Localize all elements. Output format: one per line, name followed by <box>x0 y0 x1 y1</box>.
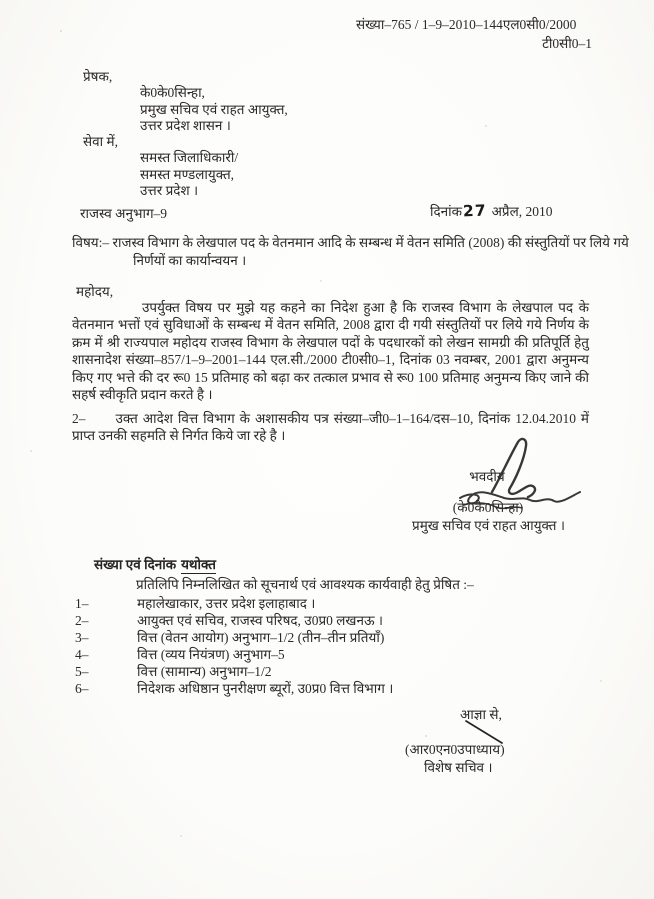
closing-word: भवदीय <box>469 469 505 484</box>
list-item <box>75 613 580 630</box>
recipient-label: सेवा में, <box>83 134 118 150</box>
copy-forward-line: प्रतिलिपि निम्नलिखित को सूचनार्थ एवं आवश्यक कार्यवाही हेतु प्रेषित :– <box>136 577 474 592</box>
footer-signatory-name: (आर0एन0उपाध्याय) <box>405 742 505 757</box>
list-item-number: 6– <box>75 680 89 696</box>
list-item <box>75 664 580 681</box>
signatory-name: (के0के0सिन्हा) <box>452 500 524 515</box>
paragraph-number: 2– <box>72 411 86 426</box>
recipient-line: उत्तर प्रदेश । <box>140 183 199 199</box>
subject-text: राजस्व विभाग के लेखपाल पद के वेतनमान आदि के सम्बन्ध में वेतन समिति (2008) की संस्तुतियों पर लिये गये निर्णयों का कार्यान्वयन । <box>112 235 629 268</box>
signatory-designation: प्रमुख सचिव एवं राहत आयुक्त । <box>412 518 565 533</box>
sender-line: उत्तर प्रदेश शासन । <box>140 117 231 133</box>
endorsement-heading-underlined: यथोक्त <box>181 557 216 572</box>
salutation: महोदय, <box>76 284 114 299</box>
list-item <box>75 630 580 647</box>
list-item <box>75 681 580 698</box>
date-rest: अप्रैल, 2010 <box>491 204 553 219</box>
list-item-number: 1– <box>75 596 89 611</box>
sender-line: के0के0सिन्हा, <box>140 85 205 101</box>
recipient-line: समस्त जिलाधिकारी/ <box>140 150 239 166</box>
reference-code: टी0सी0–1 <box>542 36 592 51</box>
subject-block <box>72 234 653 269</box>
endorsement-heading-text: संख्या एवं दिनांक <box>94 557 177 572</box>
date-line <box>430 202 553 220</box>
address-block <box>83 69 288 199</box>
scan-speckles <box>60 30 62 32</box>
list-item-text: वित्त (सामान्य) अनुभाग–1/2 <box>137 663 272 679</box>
reference-number: संख्या–765 / 1–9–2010–144एल0सी0/2000 <box>356 17 577 32</box>
sender-label: प्रेषक, <box>83 69 113 84</box>
footer-signatory-designation: विशेष सचिव । <box>424 760 493 775</box>
by-order-text: आज्ञा से, <box>460 707 502 722</box>
endorsement-heading <box>94 555 216 573</box>
list-item <box>75 647 580 664</box>
section-name: राजस्व अनुभाग–9 <box>80 206 168 221</box>
body-paragraph-1: उपर्युक्त विषय पर मुझे यह कहने का निदेश हुआ है कि राजस्व विभाग के लेखपाल पद के वेतनमान भत्तों एवं सुविधाओं के सम्बन्ध में वेतन समिति, 2008 द्वारा दी गयी संस्तुतियों पर लिये गये निर्णय के क्रम में श्री राज्यपाल महोदय राजस्व विभाग के लेखपाल पदों के पदधारकों को लेखन सामग्री की प्रतिपूर्ति हेतु शासनादेश संख्या–857/1–9–2001–144 एल.सी./2000 टी0सी0–1, दिनांक 03 नवम्बर, 2001 द्वारा अनुमन्य किए गए भत्ते की दर रू0 15 प्रतिमाह को बढ़ा कर तत्काल प्रभाव से रू0 100 प्रतिमाह अनुमन्य किए जाने की सहर्ष स्वीकृति प्रदान करते है । <box>72 300 589 403</box>
list-item-text: महालेखाकार, उत्तर प्रदेश इलाहाबाद । <box>137 596 316 611</box>
copy-list <box>75 596 580 697</box>
list-item-text: वित्त (व्यय नियंत्रण) अनुभाग–5 <box>137 646 285 662</box>
list-item-text: आयुक्त एवं सचिव, राजस्व परिषद, उ0प्र0 लखनऊ । <box>137 612 384 628</box>
list-item-number: 5– <box>75 663 89 679</box>
list-item <box>75 596 580 613</box>
recipient-line: समस्त मण्डलायुक्त, <box>140 166 235 182</box>
list-item-number: 2– <box>75 612 89 628</box>
list-item-text: निदेशक अधिष्ठान पुनरीक्षण ब्यूरों, उ0प्र0 वित्त विभाग । <box>137 680 394 696</box>
date-label: दिनांक <box>430 204 463 219</box>
sender-line: प्रमुख सचिव एवं राहत आयुक्त, <box>140 101 288 117</box>
subject-label: विषय:– <box>72 235 110 250</box>
body-paragraph-2-text: उक्त आदेश वित्त विभाग के अशासकीय पत्र संख्या–जी0–1–164/दस–10, दिनांक 12.04.2010 में प्राप्त उनकी सहमति से निर्गत किये जा रहे है । <box>72 411 589 444</box>
reference-block <box>356 15 594 53</box>
list-item-number: 3– <box>75 629 89 645</box>
list-item-text: वित्त (वेतन आयोग) अनुभाग–1/2 (तीन–तीन प्रतियाँ) <box>137 629 385 645</box>
date-day-handwritten: 27 <box>462 201 487 221</box>
list-item-number: 4– <box>75 646 89 662</box>
